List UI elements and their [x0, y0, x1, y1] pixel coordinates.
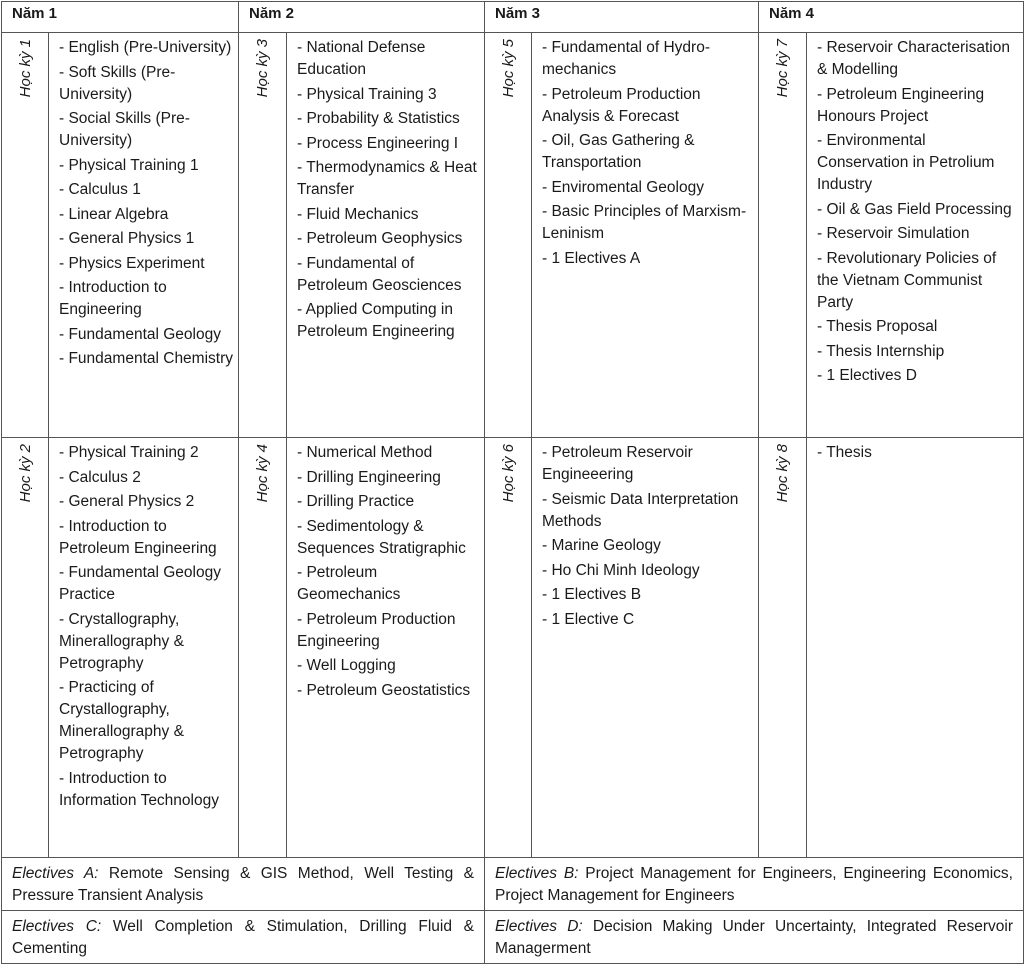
course-item: - Physical Training 1	[59, 156, 199, 174]
course-item: - Thesis Proposal	[817, 318, 938, 335]
semester-label: Học kỳ 2	[16, 444, 34, 503]
course-item: - Ho Chi Minh Ideology	[542, 561, 700, 579]
course-list	[49, 438, 238, 812]
course-item: - 1 Elective C	[542, 610, 635, 628]
semester-label-cell	[485, 438, 532, 858]
course-list-cell	[807, 438, 1024, 858]
course-list	[49, 33, 238, 370]
course-item: - Seismic Data Interpretation Methods	[542, 490, 739, 530]
course-item: - Petroleum Geomechanics	[297, 564, 401, 603]
course-item: - Environmental Conservation in Petrolium Industry	[817, 132, 995, 193]
course-item: - Fundamental Geology Practice	[59, 564, 221, 603]
electives-label: Electives A:	[12, 865, 99, 882]
semester-label: Học kỳ 8	[774, 444, 791, 503]
course-item: - Fluid Mechanics	[297, 205, 419, 223]
course-item: - Thesis Internship	[817, 342, 945, 360]
curriculum-table	[1, 1, 1024, 964]
electives-text: Well Completion & Stimulation, Drilling Fluid & Cementing	[12, 918, 474, 957]
semester-label-cell	[239, 33, 287, 438]
course-item: - Practicing of Crystallography, Minerallography & Petrography	[59, 679, 184, 762]
semester-label: Học kỳ 7	[774, 39, 791, 98]
course-item: - Oil, Gas Gathering & Transportation	[542, 132, 695, 171]
electives-label: Electives C:	[12, 918, 102, 935]
course-list	[287, 438, 484, 702]
course-item: - Applied Computing in Petroleum Engineering	[297, 301, 455, 340]
course-item: - Petroleum Geostatistics	[297, 681, 471, 699]
semester-label-cell	[239, 438, 287, 858]
course-item: - Enviromental Geology	[542, 178, 704, 196]
semester-label-cell	[485, 33, 532, 438]
electives-b	[485, 858, 1024, 911]
semester-label-cell	[759, 33, 807, 438]
year-header: Năm 1	[2, 2, 239, 33]
electives-text: Remote Sensing & GIS Method, Well Testing & Pressure Transient Analysis	[12, 865, 475, 904]
course-list	[807, 438, 1023, 464]
semester-label: Học kỳ 3	[254, 39, 271, 98]
course-item: - English (Pre-University)	[59, 39, 232, 56]
course-list-cell	[287, 33, 485, 438]
electives-c	[2, 911, 485, 964]
course-list	[807, 33, 1023, 387]
course-item: - Calculus 2	[59, 468, 141, 486]
semester-label: Học kỳ 5	[499, 39, 517, 98]
course-list-cell	[532, 33, 759, 438]
year-header: Năm 3	[485, 2, 759, 33]
course-item: - National Defense Education	[297, 39, 426, 78]
electives-text: Project Management for Engineers, Engineering Economics, Project Management for Engineers	[495, 865, 1013, 904]
course-item: - Fundamental Geology	[59, 325, 221, 343]
course-list-cell	[287, 438, 485, 858]
course-item: - Fundamental of Hydro-mechanics	[542, 39, 710, 78]
semester-row-even	[2, 438, 1024, 858]
course-item: - Petroleum Production Engineering	[297, 610, 456, 650]
course-item: - General Physics 1	[59, 230, 195, 247]
course-item: - Physics Experiment	[59, 254, 205, 272]
course-item: - Social Skills (Pre-University)	[59, 110, 190, 149]
course-item: - Calculus 1	[59, 181, 141, 198]
course-list	[532, 438, 758, 631]
semester-label: Học kỳ 4	[254, 444, 271, 503]
course-item: - Drilling Engineering	[297, 468, 441, 486]
electives-a	[2, 858, 485, 911]
course-item: - Fundamental of Petroleum Geosciences	[297, 254, 462, 294]
course-item: - Petroleum Engineering Honours Project	[817, 85, 985, 125]
semester-label-cell	[2, 33, 49, 438]
course-item: - Fundamental Chemistry	[59, 350, 234, 367]
electives-row	[2, 911, 1024, 964]
course-item: - 1 Electives B	[542, 586, 642, 603]
course-item: - Thermodynamics & Heat Transfer	[297, 159, 477, 198]
electives-d	[485, 911, 1024, 964]
course-list	[287, 33, 484, 343]
year-header: Năm 2	[239, 2, 485, 33]
semester-row-odd	[2, 33, 1024, 438]
course-item: - Basic Principles of Marxism-Leninism	[542, 203, 747, 242]
course-item: - Petroleum Production Analysis & Forecast	[542, 85, 701, 125]
course-item: - Thesis	[817, 444, 872, 461]
course-item: - Physical Training 2	[59, 444, 199, 461]
year-header-row	[2, 2, 1024, 33]
semester-label: Học kỳ 1	[16, 39, 34, 98]
course-list-cell	[49, 438, 239, 858]
course-item: - 1 Electives D	[817, 367, 917, 384]
course-item: - Well Logging	[297, 657, 396, 674]
year-header: Năm 4	[759, 2, 1024, 33]
electives-text: Decision Making Under Uncertainty, Integrated Reservoir Managerment	[495, 918, 1013, 957]
course-item: - Revolutionary Policies of the Vietnam Communist Party	[817, 249, 997, 311]
course-item: - General Physics 2	[59, 493, 195, 510]
course-item: - Linear Algebra	[59, 205, 169, 223]
course-item: - Soft Skills (Pre-University)	[59, 63, 176, 103]
course-item: - Numerical Method	[297, 444, 433, 461]
electives-row	[2, 858, 1024, 911]
course-item: - Petroleum Geophysics	[297, 230, 463, 247]
electives-label: Electives B:	[495, 865, 579, 882]
course-item: - Introduction to Petroleum Engineering	[59, 517, 217, 557]
course-item: - Marine Geology	[542, 537, 661, 554]
course-item: - Crystallography, Minerallography & Petrography	[59, 610, 184, 672]
course-item: - Probability & Statistics	[297, 110, 460, 127]
course-item: - Sedimentology & Sequences Stratigraphic	[297, 517, 466, 557]
course-item: - Reservoir Characterisation & Modelling	[817, 39, 1010, 78]
course-item: - Reservoir Simulation	[817, 225, 970, 242]
semester-label-cell	[2, 438, 49, 858]
course-item: - Physical Training 3	[297, 85, 437, 103]
course-item: - Drilling Practice	[297, 493, 415, 510]
course-list-cell	[807, 33, 1024, 438]
semester-label-cell	[759, 438, 807, 858]
course-item: - Petroleum Reservoir Engineeering	[542, 444, 693, 483]
semester-label: Học kỳ 6	[499, 444, 517, 503]
course-item: - Oil & Gas Field Processing	[817, 200, 1012, 218]
course-item: - Introduction to Engineering	[59, 279, 167, 318]
course-item: - Introduction to Information Technology	[59, 769, 219, 809]
course-list-cell	[532, 438, 759, 858]
course-item: - Process Engineering I	[297, 134, 459, 152]
course-list-cell	[49, 33, 239, 438]
course-item: - 1 Electives A	[542, 249, 641, 267]
course-list	[532, 33, 758, 270]
electives-label: Electives D:	[495, 918, 583, 935]
